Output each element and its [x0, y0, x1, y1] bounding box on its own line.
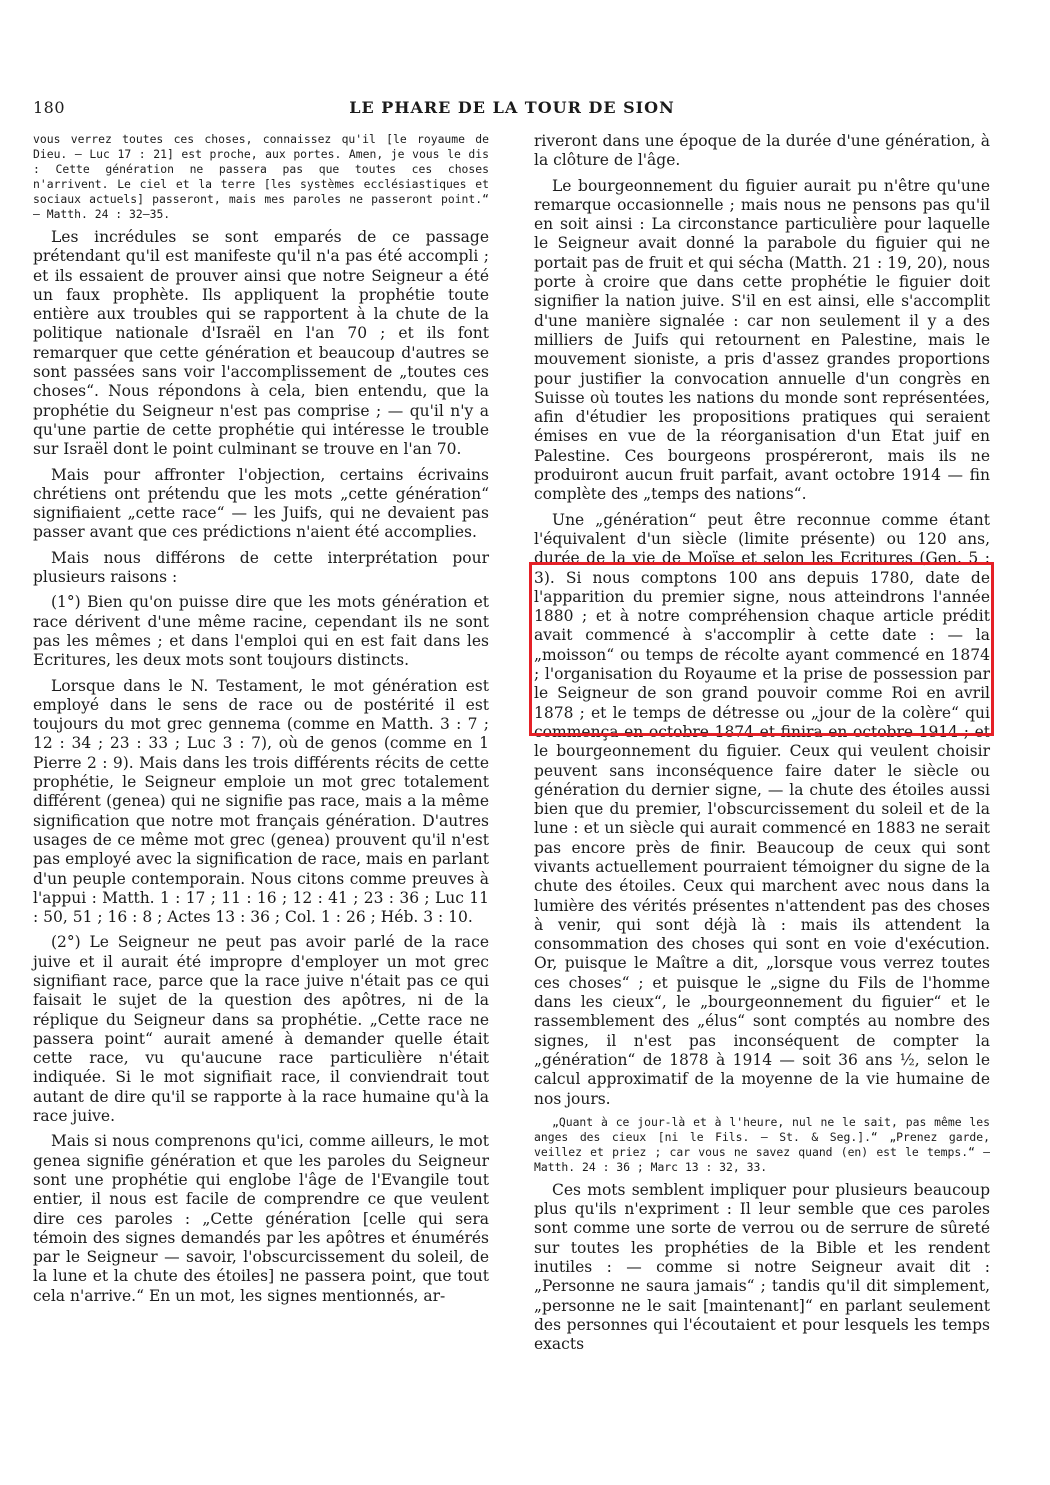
paragraph: Mais pour affronter l'objection, certains écrivains chrétiens ont prétendu que les mots „cette génération“ signifiaient „cette race“ — les Juifs, qui ne devaient pas passer avant que ces prédictions n'aient été accomplies.: [33, 465, 489, 542]
paragraph: (1°) Bien qu'on puisse dire que les mots génération et race dérivent d'une même racine, cependant ils ne sont pas les mêmes ; et dans l'emploi qui en est fait dans les Ecritures, les deux mots sont toujours distincts.: [33, 593, 489, 670]
scripture-quote: „Quant à ce jour-là et à l'heure, nul ne le sait, pas même les anges des cieux [ni le Fils. — St. & Seg.].“ „Prenez garde, veillez et priez ; car vous ne savez quand (en) est le temps.“ — Matth. 24 : 36 ; Marc 13 : 32, 33.: [534, 1114, 990, 1174]
paragraph: Ces mots semblent impliquer pour plusieurs beaucoup plus qu'ils n'expriment : Il leur semble que ces paroles sont comme une sorte de verrou ou de serrure de sûreté sur toutes les prophéties de la Bible et les rendent inutiles : — comme si notre Seigneur avait dit : „Personne ne saura jamais“ ; tandis qu'il dit simplement, „personne ne le sait [maintenant]“ en parlant seulement des personnes qui l'écoutaient et pour lesquels les temps exacts: [534, 1180, 990, 1354]
paragraph: Lorsque dans le N. Testament, le mot génération est employé dans le sens de race ou de postérité il est toujours du mot grec gennema (comme en Matth. 3 : 7 ; 12 : 34 ; 23 : 33 ; Luc 3 : 7), où de genos (comme en 1 Pierre 2 : 9). Mais dans les trois différents récits de cette prophétie, le Seigneur emploie un mot grec totalement différent (genea) qui ne signifie pas race, mais a la même signification que notre mot français génération. D'autres usages de ce même mot grec (genea) prouvent qu'il n'est pas employé avec la signification de race, mais en parlant d'un peuple contemporain. Nous citons comme preuves à l'appui : Matth. 1 : 17 ; 11 : 16 ; 12 : 41 ; 23 : 36 ; Luc 11 : 50, 51 ; 16 : 8 ; Actes 13 : 36 ; Col. 1 : 26 ; Héb. 3 : 10.: [33, 676, 489, 927]
paragraph: Une „génération“ peut être reconnue comme étant l'équivalent d'un siècle (limite présente) ou 120 ans, durée de la vie de Moïse et selon les Ecritures (Gen. 5 : 3). Si nous comptons 100 ans depuis 1780, date de l'apparition du premier signe, nous atteindrons l'année 1880 ; et à notre compréhension chaque article prédit avait commencé à s'accomplir à cette date : — la „moisson“ ou temps de récolte ayant commencé en 1874 ; l'organisation du Royaume et la prise de possession par le Seigneur de son grand pouvoir comme Roi en avril 1878 ; et le temps de détresse ou „jour de la colère“ qui commença en octobre 1874 et finira en octobre 1914 ; et le bourgeonnement du figuier. Ceux qui veulent choisir peuvent sans inconséquence faire dater le siècle ou génération du dernier signe, — la chute des étoiles aussi bien que du premier, l'obscurcissement du soleil et de la lune : et un siècle qui aurait commencé en 1883 ne serait pas encore près de finir. Beaucoup de ceux qui sont vivants actuellement pourraient témoigner du signe de la chute des étoiles. Ceux qui marchent avec nous dans la lumière des vérités présentes n'attendent pas des choses à venir, qui sont déjà là : mais ils attendent la consommation des choses qui sont en voie d'exécution. Or, puisque le Maître a dit, „lorsque vous verrez toutes ces choses“ ; et puisque le „signe du Fils de l'homme dans les cieux“, le „bourgeonnement du figuier“ et le rassemblement des „élus“ sont comptés au nombre des signes, il n'est pas inconséquent de compter la „génération“ de 1878 à 1914 — soit 36 ans ½, selon le calcul approximatif de la moyenne de la vie humaine de nos jours.: [534, 510, 990, 1108]
paragraph: (2°) Le Seigneur ne peut pas avoir parlé de la race juive et il aurait été impropre d'employer un mot grec signifiant race, parce que la race juive n'était pas ce qui faisait le sujet de la question des apôtres, ni de la réplique du Seigneur dans sa prophétie. „Cette race ne passera point“ aurait amené à demander quelle était cette race, vu qu'aucune race particulière n'était indiquée. Si le mot signifiait race, il conviendrait tout autant de dire qu'il se rapporte à la race humaine qu'à la race juive.: [33, 933, 489, 1126]
page-header: [33, 98, 991, 124]
paragraph: Les incrédules se sont emparés de ce passage prétendant qu'il est manifeste qu'il n'a pas été accompli ; et ils essaient de prouver ainsi que notre Seigneur a été un faux prophète. Ils appliquent la prophétie toute entière aux troubles qui se rapportent à la chute de la politique nationale d'Israël en l'an 70 ; et ils font remarquer que cette génération et beaucoup d'autres se sont passées sans voir l'accomplissement de „toutes ces choses“. Nous répondons à cela, bien entendu, que la prophétie du Seigneur n'est pas comprise ; — qu'il n'y a qu'une partie de cette prophétie qui intéresse le trouble sur Israël dont le point culminant se trouve en l'an 70.: [33, 228, 489, 459]
right-column: [534, 132, 990, 1361]
paragraph: Mais nous différons de cette interprétation pour plusieurs raisons :: [33, 548, 489, 587]
scripture-quote: vous verrez toutes ces choses, connaissez qu'il [le royaume de Dieu. — Luc 17 : 21] est proche, aux portes. Amen, je vous le dis : Cette génération ne passera pas que toutes ces choses n'arrivent. Le ciel et la terre [les systèmes ecclésiastiques et sociaux actuels] passeront, mais mes paroles ne passeront point.“ — Matth. 24 : 32—35.: [33, 132, 489, 221]
left-column: [33, 132, 489, 1312]
paragraph: riveront dans une époque de la durée d'une génération, à la clôture de l'âge.: [534, 132, 990, 170]
running-title: LE PHARE DE LA TOUR DE SION: [349, 98, 675, 117]
paragraph: Mais si nous comprenons qu'ici, comme ailleurs, le mot genea signifie génération et que les paroles du Seigneur sont une prophétie qui englobe l'âge de l'Evangile tout entier, il nous est facile de comprendre ce que veulent dire ces paroles : „Cette génération [celle qui sera témoin des signes demandés par les apôtres et énumérés par le Seigneur — savoir, l'obscurcissement du soleil, de la lune et la chute des étoiles] ne passera point, que tout cela n'arrive.“ En un mot, les signes mentionnés, ar-: [33, 1132, 489, 1305]
paragraph: Le bourgeonnement du figuier aurait pu n'être qu'une remarque occasionnelle ; mais nous ne pensons pas qu'il en soit ainsi : La circonstance particulière pour laquelle le Seigneur avait donné la parabole du figuier qui ne portait pas de fruit et qui sécha (Matth. 21 : 19, 20), nous porte à croire que dans cette prophétie le figuier doit signifier la nation juive. S'il en est ainsi, elle s'accomplit d'une manière signalée : car non seulement il y a des milliers de Juifs qui retournent en Palestine, mais le mouvement sioniste, a pris d'assez grandes proportions pour justifier la convocation annuelle d'un congrès en Suisse où toutes les nations du monde sont représentées, afin d'étudier les propositions pratiques qui seraient émises en vue de la réorganisation d'un Etat juif en Palestine. Ces bourgeons prospéreront, mais ils ne produiront aucun fruit parfait, avant octobre 1914 — fin complète des „temps des nations“.: [534, 176, 990, 504]
page-number: 180: [33, 98, 66, 117]
